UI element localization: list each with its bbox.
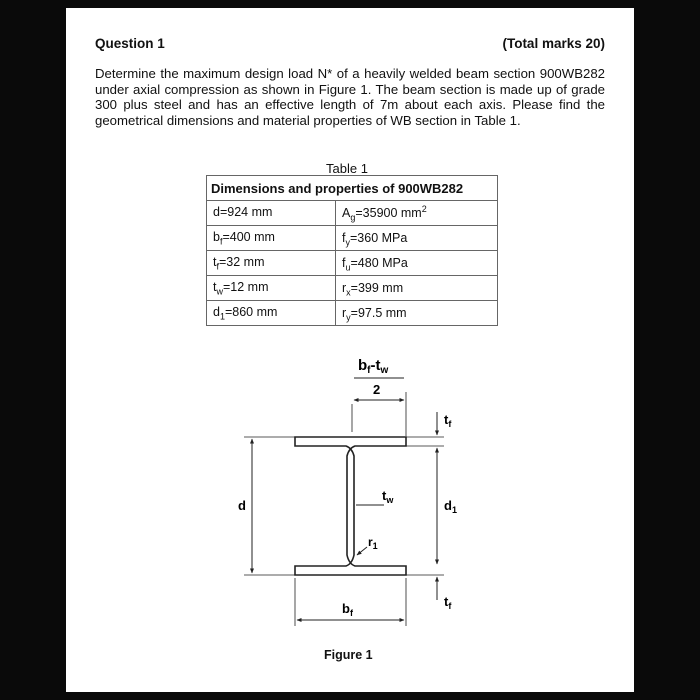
symbol: b [213, 229, 220, 244]
label-d1: $d_1$ [444, 498, 457, 515]
symbol: t [213, 254, 217, 269]
label-tf-bottom: $t_f$ [444, 594, 452, 611]
symbol-subscript: y [346, 312, 351, 323]
value: =97.5 mm [350, 305, 407, 320]
table-header: Dimensions and properties of 900WB282 [207, 176, 498, 201]
table-caption: Table 1 [326, 161, 368, 176]
symbol: d [213, 204, 220, 219]
border-top [0, 0, 700, 8]
symbol: r [342, 280, 347, 295]
symbol-subscript: x [346, 287, 351, 298]
label-d: d [238, 498, 246, 513]
border-left [0, 0, 66, 700]
question-marks: (Total marks 20) [502, 36, 605, 51]
symbol: t [213, 279, 217, 294]
figure-caption: Figure 1 [324, 648, 373, 662]
question-body: Determine the maximum design load N* of a heavily welded beam section 900WB282 under axial compression as shown in Figure 1. The beam section is made up of grade 300 plus steel and has an effective length of 7m about each axis. Please find the geometrical dimensions and material properties of WB section in Table 1. [95, 66, 605, 128]
i-beam-section [295, 437, 406, 575]
value: =12 mm [222, 279, 269, 294]
symbol-subscript: g [350, 212, 356, 223]
symbol-subscript: y [345, 237, 350, 248]
value: =360 MPa [349, 230, 408, 245]
symbol: d [213, 304, 220, 319]
figure-1-diagram [66, 8, 634, 692]
symbol-subscript: f [216, 261, 219, 272]
frac-numerator: $b_f-t_w$ [358, 357, 389, 376]
symbol: A [342, 205, 351, 220]
label-bf: $b_f$ [342, 601, 353, 618]
value: =32 mm [219, 254, 265, 269]
value: =860 mm [224, 304, 278, 319]
value: =400 mm [222, 229, 275, 244]
symbol-subscript: f [219, 236, 223, 247]
value: =35900 mm [355, 205, 422, 220]
document-page [66, 8, 634, 692]
leader-r1 [357, 547, 367, 555]
symbol-subscript: u [345, 262, 351, 273]
label-tf-top: $t_f$ [444, 412, 452, 429]
symbol: f [342, 255, 346, 270]
border-right [634, 0, 700, 700]
unit-superscript: 2 [421, 203, 427, 214]
value: =480 MPa [350, 255, 408, 270]
border-bottom [0, 692, 700, 700]
label-tw: $t_w$ [382, 488, 394, 505]
value: =924 mm [219, 204, 273, 219]
symbol: f [342, 230, 346, 245]
label-r1: $r_1$ [368, 535, 378, 551]
value: =399 mm [350, 280, 404, 295]
symbol-subscript: w [216, 286, 223, 297]
symbol: r [342, 305, 347, 320]
question-title: Question 1 [95, 36, 165, 51]
frac-denominator: 2 [373, 382, 381, 397]
symbol-subscript: 1 [219, 311, 225, 322]
